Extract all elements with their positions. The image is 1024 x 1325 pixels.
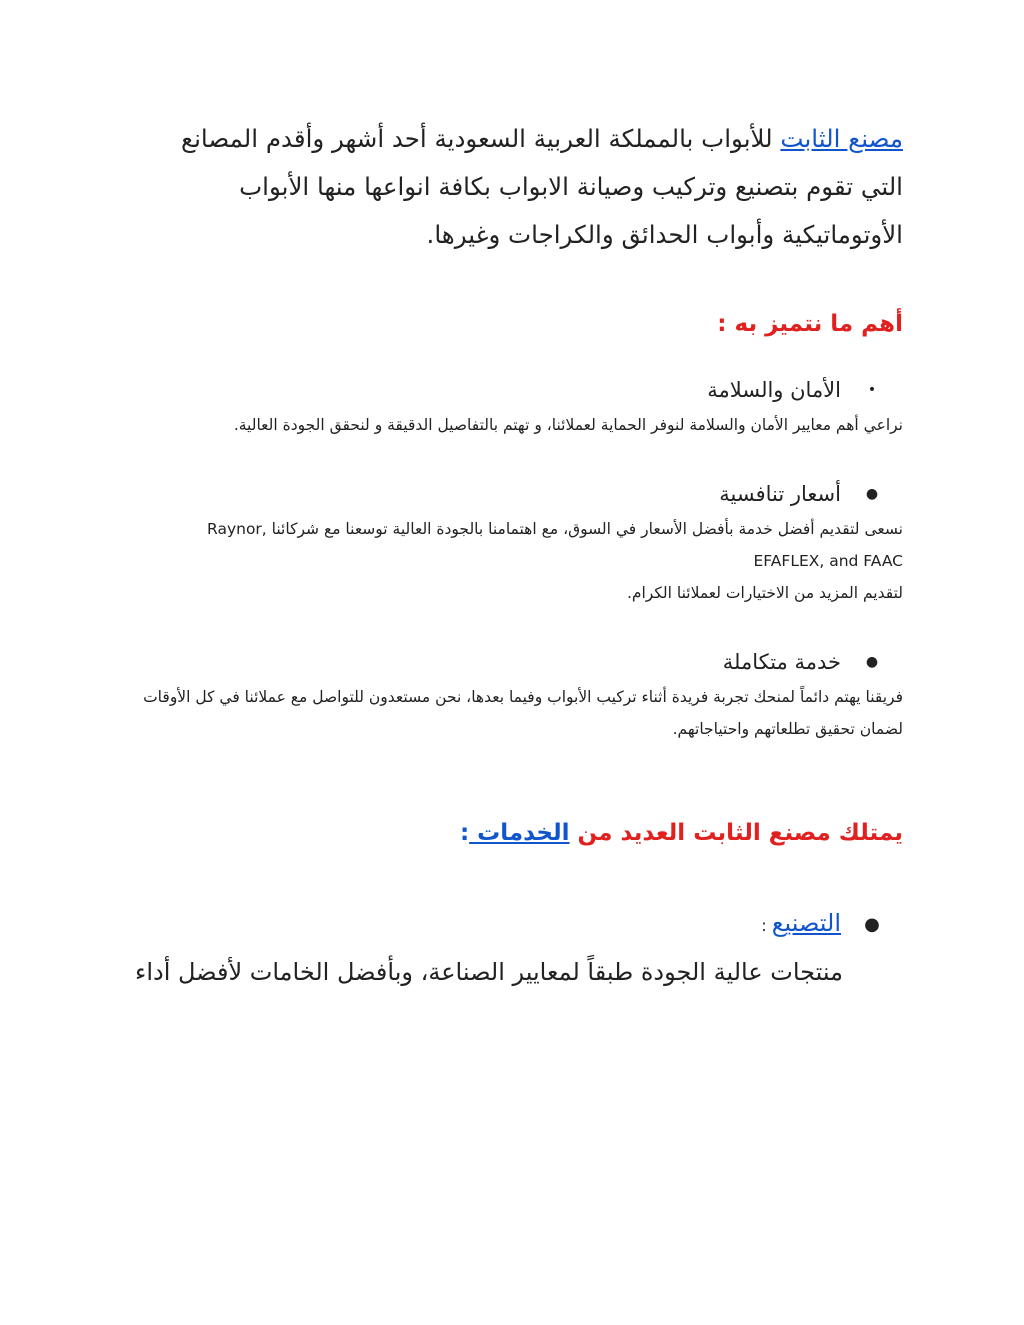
feature-title: الأمان والسلامة [707, 378, 841, 402]
intro-paragraph [133, 115, 903, 259]
feature-title: خدمة متكاملة [722, 650, 841, 674]
document-body [133, 115, 903, 996]
feature-description: فريقنا يهتم دائماً لمنحك تجربة فريدة أثناء تركيب الأبواب وفيما بعدها، نحن مستعدون للتواصل مع عملائنا في كل الأوقات لضمان تحقيق تطلعاتهم واحتياجاتهم. [143, 688, 903, 738]
service-description: منتجات عالية الجودة طبقاً لمعايير الصناعة، وبأفضل الخامات لأفضل أداء [135, 958, 843, 986]
feature-description: لتقديم المزيد من الاختيارات لعملائنا الكرام. [626, 584, 903, 602]
service-item-manufacturing [133, 901, 903, 948]
bullet-icon: ● [864, 913, 880, 935]
feature-description: نراعي أهم معايير الأمان والسلامة لنوفر الحماية لعملائنا، و تهتم بالتفاصيل الدقيقة و لنحقق الجودة العالية. [233, 416, 903, 434]
features-heading: أهم ما نتميز به : [717, 311, 903, 337]
factory-link[interactable]: مصنع الثابت [780, 124, 903, 153]
bullet-icon: ● [865, 654, 879, 670]
feature-title: أسعار تنافسية [719, 482, 841, 506]
bullet-icon: • [867, 382, 877, 398]
service-colon: : [761, 916, 772, 935]
feature-item-safety [133, 371, 903, 409]
services-link[interactable]: الخدمات [469, 820, 570, 846]
feature-item-service [133, 643, 903, 681]
manufacturing-link[interactable]: التصنيع [771, 909, 841, 937]
services-heading [133, 811, 903, 855]
services-heading-colon: : [459, 820, 470, 846]
bullet-icon: ● [865, 486, 879, 502]
services-heading-text: يمتلك مصنع الثابت العديد من [569, 820, 903, 846]
feature-description: نسعى لتقديم أفضل خدمة بأفضل الأسعار في السوق، مع اهتمامنا بالجودة العالية توسعنا مع شركائنا Raynor, EFAFLEX, and FAAC [207, 520, 903, 570]
intro-text: للأبواب بالمملكة العربية السعودية أحد أشهر وأقدم المصانع التي تقوم بتصنيع وتركيب وصيانة الابواب بكافة انواعها منها الأبواب الأوتوماتيكية وأبواب الحدائق والكراجات وغيرها. [181, 124, 903, 249]
feature-item-prices [133, 475, 903, 513]
